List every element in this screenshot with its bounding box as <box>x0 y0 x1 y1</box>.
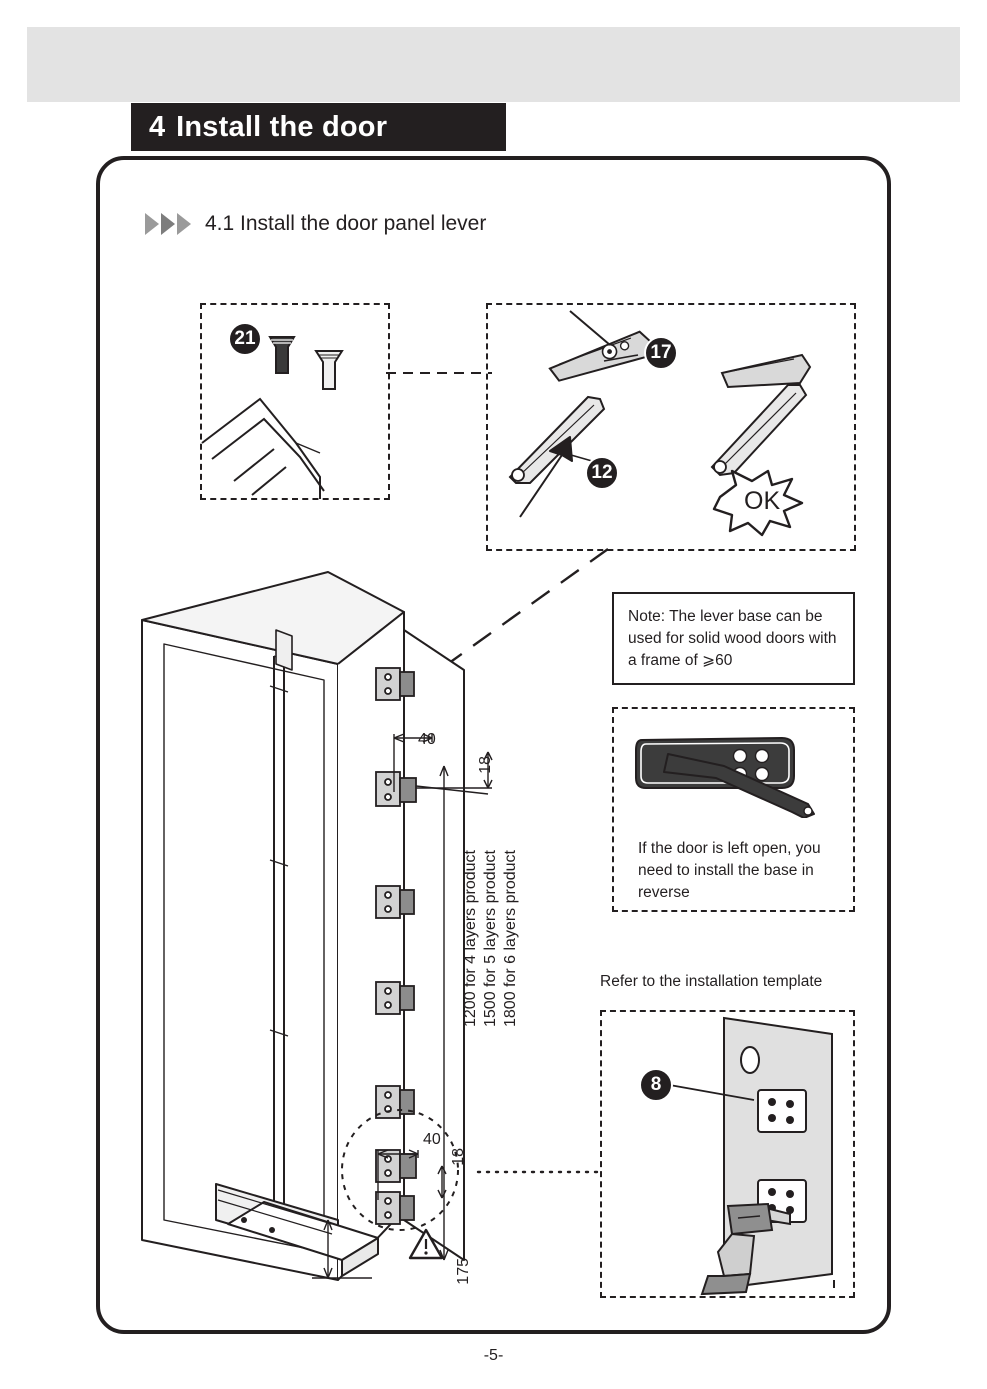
section-number: 4 <box>149 110 166 143</box>
template-art <box>602 1012 853 1296</box>
dim-bottom-offset: 18 <box>450 1148 467 1166</box>
subsection-heading <box>145 212 486 236</box>
ok-badge: OK <box>744 487 781 515</box>
section-title: Install the door <box>176 110 388 143</box>
dim-bottom-height: 175 <box>455 1258 472 1285</box>
template-note-text: Refer to the installation template <box>600 973 823 990</box>
page-number: -5- <box>483 1347 504 1364</box>
lever-base-note-box <box>612 592 855 685</box>
dim-top-offset: 18 <box>477 756 494 774</box>
triple-arrow-icon <box>145 213 193 235</box>
reverse-base-note-text: If the door is left open, you need to install the base in reverse <box>638 840 821 901</box>
header-band <box>27 27 960 102</box>
lever-base-note-text: Note: The lever base can be used for solid wood doors with a frame of ⩾60 <box>628 608 837 669</box>
box-connector-line <box>386 368 496 378</box>
dim-height-5-layers: 1500 for 5 layers product <box>482 850 499 1027</box>
subsection-label: 4.1 Install the door panel lever <box>205 212 487 235</box>
callout-8: 8 <box>639 1068 673 1102</box>
reverse-base-art <box>632 726 837 818</box>
section-title-tab <box>131 103 506 151</box>
dim-top-width: 40 <box>418 731 436 748</box>
dim-bottom-width: 40 <box>423 1131 441 1148</box>
dim-height-4-layers: 1200 for 4 layers product <box>462 850 479 1027</box>
dim-height-6-layers: 1800 for 6 layers product <box>502 850 519 1027</box>
callout-17: 17 <box>644 336 678 370</box>
callout-21: 21 <box>228 322 262 356</box>
callout-12: 12 <box>585 456 619 490</box>
